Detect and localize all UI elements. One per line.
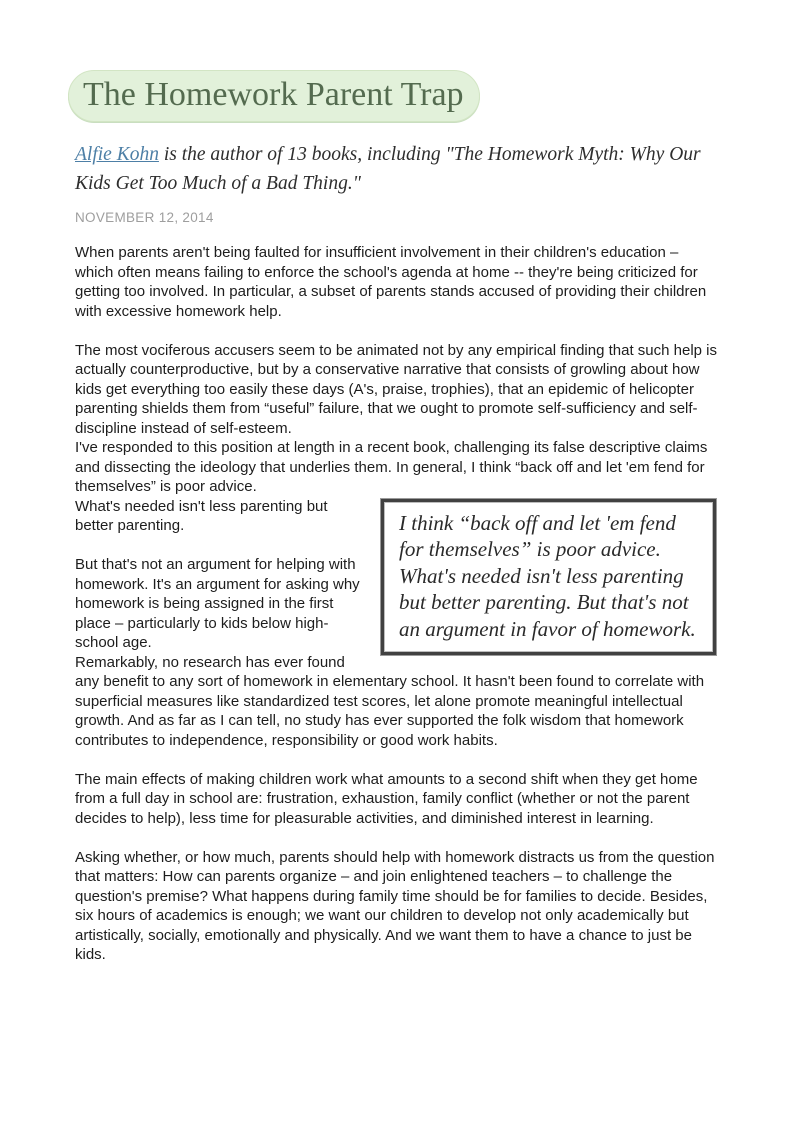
pull-quote-box (381, 499, 716, 656)
paragraph-1: When parents aren't being faulted for insufficient involvement in their children's education – which often means failing to enforce the school's agenda at home -- they're being criticized for getting too involved. In particular, a subset of parents stands accused of providing their children with excessive homework help. (75, 244, 707, 320)
paragraph-2-line-3: What's needed isn't less parenting but better parenting. (75, 497, 328, 534)
page-title: The Homework Parent Trap (68, 70, 480, 122)
paragraph-4: The main effects of making children work what amounts to a second shift when they get home from a full day in school are: frustration, exhaustion, family conflict (whether or not the parent decides to help), less time for pleasurable activities, and diminished interest in learning. (75, 770, 698, 827)
paragraph-2-line-1: The most vociferous accusers seem to be animated not by any empirical finding that such help is actually counterproductive, but by a conservative narrative that consists of growling about how kids get everything too easily these days (A's, praise, trophies), that an epidemic of helicopter parenting shields them from “useful” failure, that we ought to promote self-sufficiency and self-discipline instead of self-esteem. (75, 341, 717, 437)
page-title-row (68, 70, 717, 122)
publish-date: NOVEMBER 12, 2014 (75, 210, 214, 225)
paragraph-2-line-2: I've responded to this position at length in a recent book, challenging its false descriptive claims and dissecting the ideology that underlies them. In general, I think “back off and let 'em fend for themselves” is poor advice. (75, 439, 708, 495)
author-link[interactable]: Alfie Kohn (75, 144, 159, 165)
pull-quote-text: I think “back off and let 'em fend for themselves” is poor advice. What's needed isn't less parenting but better parenting. But that's not an argument in favor of homework. (399, 510, 696, 641)
paragraph-3-line-2: Remarkably, no research has ever found any benefit to any sort of homework in elementary school. It hasn't been found to correlate with superficial measures like standardized test scores, let alone promote meaningful intellectual growth. And as far as I can tell, no study has ever supported the folk wisdom that homework contributes to independence, responsibility or good work habits. (75, 653, 705, 749)
byline (75, 140, 717, 198)
article-body (75, 243, 717, 965)
paragraph-3-line-1: But that's not an argument for helping with homework. It's an argument for asking why homework is being assigned in the first place – particularly to kids below high-school age. (75, 556, 360, 651)
paragraph-5: Asking whether, or how much, parents should help with homework distracts us from the question that matters: How can parents organize – and join enlightened teachers – to challenge the question's premise? What happens during family time should be for families to decide. Besides, six hours of academics is enough; we want our children to develop not only academically but artistically, socially, emotionally and physically. And we want them to have a chance to just be kids. (75, 848, 715, 963)
byline-text: is the author of 13 books, including "The Homework Myth: Why Our Kids Get Too Much of a Bad Thing." (75, 144, 701, 194)
